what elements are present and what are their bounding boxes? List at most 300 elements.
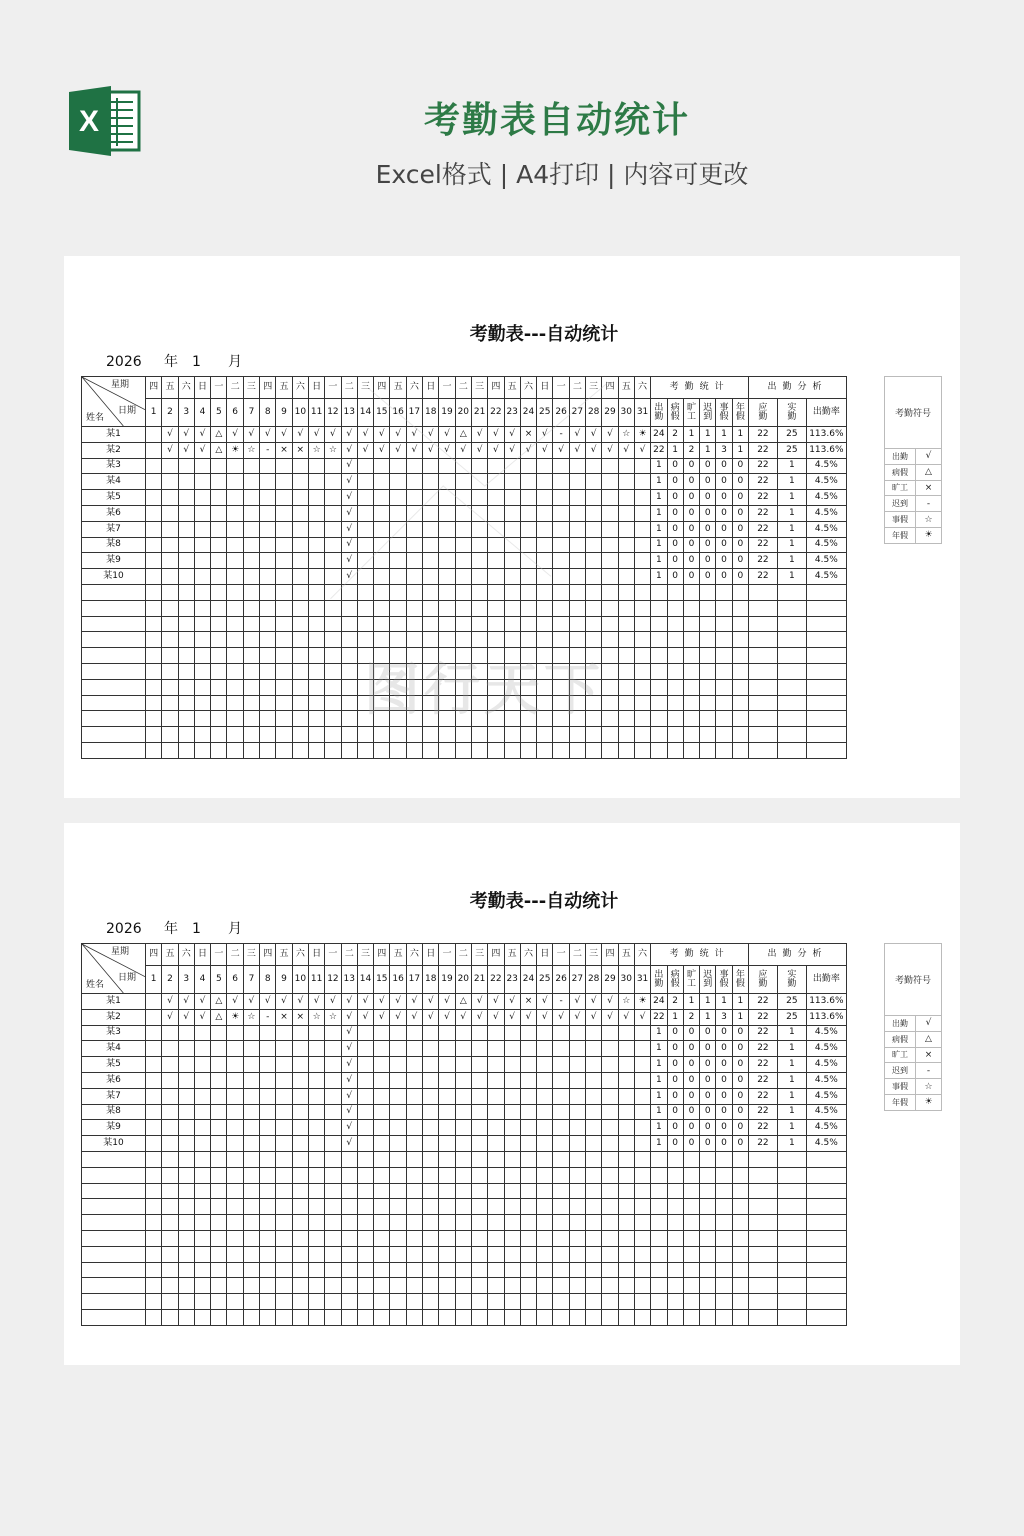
attendance-cell[interactable] — [308, 1057, 324, 1073]
empty-cell[interactable] — [341, 1278, 357, 1294]
empty-cell[interactable] — [716, 695, 732, 711]
empty-cell[interactable] — [471, 711, 487, 727]
empty-cell[interactable] — [162, 742, 178, 758]
empty-cell[interactable] — [276, 648, 292, 664]
attendance-cell[interactable] — [618, 1088, 634, 1104]
empty-cell[interactable] — [423, 600, 439, 616]
empty-cell[interactable] — [178, 1151, 194, 1167]
empty-cell[interactable] — [667, 1230, 683, 1246]
empty-cell[interactable] — [292, 1294, 308, 1310]
empty-cell[interactable] — [520, 600, 536, 616]
empty-cell[interactable] — [357, 648, 373, 664]
attendance-cell[interactable]: √ — [243, 994, 259, 1010]
attendance-cell[interactable] — [504, 1072, 520, 1088]
attendance-cell[interactable] — [374, 537, 390, 553]
attendance-cell[interactable] — [260, 1057, 276, 1073]
empty-cell[interactable] — [260, 695, 276, 711]
attendance-cell[interactable] — [586, 1120, 602, 1136]
empty-cell[interactable] — [194, 711, 210, 727]
empty-cell[interactable] — [586, 1294, 602, 1310]
empty-cell[interactable] — [471, 1246, 487, 1262]
empty-cell[interactable] — [634, 632, 650, 648]
attendance-cell[interactable] — [374, 1104, 390, 1120]
attendance-cell[interactable] — [357, 1120, 373, 1136]
attendance-cell[interactable] — [178, 458, 194, 474]
empty-cell[interactable] — [439, 663, 455, 679]
empty-cell[interactable] — [520, 679, 536, 695]
empty-cell[interactable] — [806, 679, 846, 695]
attendance-cell[interactable] — [455, 569, 471, 585]
attendance-cell[interactable] — [292, 1120, 308, 1136]
empty-cell[interactable] — [455, 1230, 471, 1246]
attendance-cell[interactable] — [586, 1136, 602, 1152]
attendance-cell[interactable]: √ — [292, 994, 308, 1010]
attendance-cell[interactable]: √ — [406, 994, 422, 1010]
attendance-cell[interactable] — [520, 1120, 536, 1136]
empty-cell[interactable] — [683, 1151, 699, 1167]
empty-cell[interactable] — [748, 1167, 777, 1183]
empty-cell[interactable] — [504, 1183, 520, 1199]
empty-cell[interactable] — [178, 1309, 194, 1325]
empty-cell[interactable] — [455, 727, 471, 743]
empty-cell[interactable] — [374, 695, 390, 711]
attendance-cell[interactable]: √ — [471, 442, 487, 458]
attendance-cell[interactable]: √ — [374, 1009, 390, 1025]
empty-cell[interactable] — [806, 695, 846, 711]
attendance-cell[interactable]: √ — [439, 427, 455, 443]
empty-cell[interactable] — [520, 584, 536, 600]
attendance-cell[interactable] — [471, 569, 487, 585]
empty-cell[interactable] — [178, 679, 194, 695]
attendance-cell[interactable] — [618, 1025, 634, 1041]
attendance-cell[interactable] — [537, 1041, 553, 1057]
empty-cell[interactable] — [634, 679, 650, 695]
attendance-cell[interactable] — [260, 521, 276, 537]
empty-cell[interactable] — [520, 1294, 536, 1310]
attendance-cell[interactable] — [406, 1088, 422, 1104]
attendance-cell[interactable] — [211, 537, 227, 553]
empty-cell[interactable] — [374, 742, 390, 758]
attendance-cell[interactable]: √ — [537, 1009, 553, 1025]
empty-cell[interactable] — [325, 1151, 341, 1167]
empty-cell[interactable] — [194, 679, 210, 695]
empty-cell[interactable] — [553, 1309, 569, 1325]
attendance-cell[interactable] — [374, 505, 390, 521]
empty-cell[interactable] — [748, 679, 777, 695]
empty-cell[interactable] — [504, 1278, 520, 1294]
empty-cell[interactable] — [178, 1230, 194, 1246]
empty-cell[interactable] — [777, 1215, 806, 1231]
attendance-cell[interactable] — [178, 1104, 194, 1120]
empty-cell[interactable] — [586, 1215, 602, 1231]
attendance-cell[interactable] — [520, 569, 536, 585]
empty-cell[interactable] — [537, 1262, 553, 1278]
attendance-cell[interactable] — [390, 537, 406, 553]
empty-cell[interactable] — [406, 742, 422, 758]
attendance-cell[interactable] — [488, 521, 504, 537]
empty-cell[interactable] — [406, 727, 422, 743]
empty-cell[interactable] — [634, 616, 650, 632]
empty-cell[interactable] — [308, 1199, 324, 1215]
empty-cell[interactable] — [243, 616, 259, 632]
empty-cell[interactable] — [553, 695, 569, 711]
empty-cell[interactable] — [569, 1294, 585, 1310]
attendance-cell[interactable] — [406, 490, 422, 506]
attendance-cell[interactable] — [194, 1025, 210, 1041]
empty-cell[interactable] — [455, 584, 471, 600]
attendance-cell[interactable] — [292, 458, 308, 474]
empty-cell[interactable] — [683, 600, 699, 616]
empty-cell[interactable] — [82, 711, 146, 727]
attendance-cell[interactable] — [276, 474, 292, 490]
empty-cell[interactable] — [439, 1246, 455, 1262]
attendance-cell[interactable] — [618, 521, 634, 537]
attendance-cell[interactable] — [325, 1041, 341, 1057]
attendance-cell[interactable] — [634, 505, 650, 521]
empty-cell[interactable] — [260, 742, 276, 758]
attendance-cell[interactable] — [325, 458, 341, 474]
attendance-cell[interactable] — [374, 1057, 390, 1073]
attendance-cell[interactable]: × — [292, 1009, 308, 1025]
empty-cell[interactable] — [569, 1230, 585, 1246]
attendance-cell[interactable] — [553, 537, 569, 553]
empty-cell[interactable] — [439, 616, 455, 632]
empty-cell[interactable] — [423, 616, 439, 632]
attendance-cell[interactable] — [178, 1041, 194, 1057]
empty-cell[interactable] — [777, 600, 806, 616]
attendance-cell[interactable] — [292, 1088, 308, 1104]
empty-cell[interactable] — [700, 711, 716, 727]
empty-cell[interactable] — [341, 1215, 357, 1231]
attendance-cell[interactable] — [455, 1025, 471, 1041]
empty-cell[interactable] — [325, 1246, 341, 1262]
empty-cell[interactable] — [504, 1262, 520, 1278]
attendance-cell[interactable]: √ — [488, 994, 504, 1010]
empty-cell[interactable] — [748, 1278, 777, 1294]
empty-cell[interactable] — [700, 1262, 716, 1278]
attendance-cell[interactable] — [308, 1041, 324, 1057]
empty-cell[interactable] — [777, 584, 806, 600]
attendance-cell[interactable] — [602, 1104, 618, 1120]
empty-cell[interactable] — [520, 1215, 536, 1231]
empty-cell[interactable] — [292, 727, 308, 743]
empty-cell[interactable] — [602, 600, 618, 616]
attendance-cell[interactable] — [178, 1025, 194, 1041]
empty-cell[interactable] — [537, 679, 553, 695]
attendance-cell[interactable] — [553, 553, 569, 569]
empty-cell[interactable] — [406, 1167, 422, 1183]
empty-cell[interactable] — [732, 695, 748, 711]
attendance-cell[interactable] — [634, 1072, 650, 1088]
empty-cell[interactable] — [586, 600, 602, 616]
empty-cell[interactable] — [748, 727, 777, 743]
attendance-cell[interactable] — [537, 1088, 553, 1104]
empty-cell[interactable] — [618, 632, 634, 648]
empty-cell[interactable] — [634, 1262, 650, 1278]
empty-cell[interactable] — [455, 632, 471, 648]
empty-cell[interactable] — [471, 1278, 487, 1294]
empty-cell[interactable] — [537, 600, 553, 616]
attendance-cell[interactable] — [504, 537, 520, 553]
empty-cell[interactable] — [806, 1215, 846, 1231]
attendance-cell[interactable] — [194, 1057, 210, 1073]
empty-cell[interactable] — [488, 1246, 504, 1262]
empty-cell[interactable] — [651, 742, 667, 758]
attendance-cell[interactable] — [162, 537, 178, 553]
empty-cell[interactable] — [651, 600, 667, 616]
attendance-cell[interactable]: √ — [260, 427, 276, 443]
empty-cell[interactable] — [194, 1215, 210, 1231]
empty-cell[interactable] — [390, 695, 406, 711]
empty-cell[interactable] — [374, 727, 390, 743]
attendance-cell[interactable] — [423, 553, 439, 569]
empty-cell[interactable] — [390, 1262, 406, 1278]
empty-cell[interactable] — [667, 1294, 683, 1310]
empty-cell[interactable] — [308, 1167, 324, 1183]
empty-cell[interactable] — [586, 1262, 602, 1278]
empty-cell[interactable] — [520, 1151, 536, 1167]
empty-cell[interactable] — [390, 1246, 406, 1262]
attendance-cell[interactable] — [439, 1104, 455, 1120]
empty-cell[interactable] — [325, 742, 341, 758]
empty-cell[interactable] — [471, 679, 487, 695]
empty-cell[interactable] — [357, 632, 373, 648]
empty-cell[interactable] — [700, 1199, 716, 1215]
empty-cell[interactable] — [260, 1294, 276, 1310]
empty-cell[interactable] — [700, 679, 716, 695]
attendance-cell[interactable] — [504, 1057, 520, 1073]
empty-cell[interactable] — [651, 632, 667, 648]
empty-cell[interactable] — [178, 663, 194, 679]
attendance-cell[interactable] — [227, 553, 243, 569]
empty-cell[interactable] — [390, 632, 406, 648]
attendance-cell[interactable] — [406, 474, 422, 490]
empty-cell[interactable] — [471, 1151, 487, 1167]
empty-cell[interactable] — [227, 584, 243, 600]
empty-cell[interactable] — [777, 711, 806, 727]
empty-cell[interactable] — [406, 1199, 422, 1215]
attendance-cell[interactable] — [569, 505, 585, 521]
empty-cell[interactable] — [455, 1309, 471, 1325]
empty-cell[interactable] — [178, 711, 194, 727]
empty-cell[interactable] — [455, 1167, 471, 1183]
empty-cell[interactable] — [586, 632, 602, 648]
empty-cell[interactable] — [439, 1167, 455, 1183]
attendance-cell[interactable] — [325, 1120, 341, 1136]
attendance-cell[interactable] — [439, 1072, 455, 1088]
empty-cell[interactable] — [806, 1246, 846, 1262]
empty-cell[interactable] — [276, 1167, 292, 1183]
empty-cell[interactable] — [390, 1199, 406, 1215]
empty-cell[interactable] — [553, 632, 569, 648]
empty-cell[interactable] — [162, 1246, 178, 1262]
empty-cell[interactable] — [488, 679, 504, 695]
empty-cell[interactable] — [308, 1278, 324, 1294]
attendance-cell[interactable]: × — [292, 442, 308, 458]
empty-cell[interactable] — [82, 742, 146, 758]
empty-cell[interactable] — [178, 648, 194, 664]
empty-cell[interactable] — [406, 1230, 422, 1246]
attendance-cell[interactable] — [618, 474, 634, 490]
attendance-cell[interactable]: √ — [341, 1120, 357, 1136]
empty-cell[interactable] — [471, 1309, 487, 1325]
attendance-cell[interactable] — [243, 521, 259, 537]
attendance-cell[interactable] — [569, 458, 585, 474]
empty-cell[interactable] — [308, 742, 324, 758]
empty-cell[interactable] — [537, 1215, 553, 1231]
empty-cell[interactable] — [806, 1167, 846, 1183]
empty-cell[interactable] — [162, 1294, 178, 1310]
empty-cell[interactable] — [700, 1246, 716, 1262]
attendance-cell[interactable]: √ — [390, 442, 406, 458]
attendance-cell[interactable] — [537, 1072, 553, 1088]
attendance-cell[interactable] — [162, 1136, 178, 1152]
empty-cell[interactable] — [194, 1230, 210, 1246]
empty-cell[interactable] — [211, 1278, 227, 1294]
attendance-cell[interactable] — [390, 1072, 406, 1088]
attendance-cell[interactable]: × — [276, 1009, 292, 1025]
empty-cell[interactable] — [520, 1278, 536, 1294]
empty-cell[interactable] — [146, 616, 162, 632]
attendance-cell[interactable] — [520, 537, 536, 553]
empty-cell[interactable] — [700, 1167, 716, 1183]
empty-cell[interactable] — [211, 1294, 227, 1310]
attendance-cell[interactable] — [634, 490, 650, 506]
empty-cell[interactable] — [194, 1199, 210, 1215]
empty-cell[interactable] — [162, 1278, 178, 1294]
empty-cell[interactable] — [390, 1183, 406, 1199]
attendance-cell[interactable] — [357, 458, 373, 474]
empty-cell[interactable] — [308, 584, 324, 600]
attendance-cell[interactable]: √ — [276, 427, 292, 443]
attendance-cell[interactable] — [211, 1136, 227, 1152]
empty-cell[interactable] — [194, 648, 210, 664]
attendance-cell[interactable] — [634, 1041, 650, 1057]
attendance-cell[interactable] — [194, 1072, 210, 1088]
empty-cell[interactable] — [211, 1215, 227, 1231]
empty-cell[interactable] — [667, 695, 683, 711]
empty-cell[interactable] — [455, 679, 471, 695]
empty-cell[interactable] — [211, 632, 227, 648]
empty-cell[interactable] — [211, 1230, 227, 1246]
empty-cell[interactable] — [227, 1183, 243, 1199]
attendance-cell[interactable] — [488, 490, 504, 506]
empty-cell[interactable] — [439, 1151, 455, 1167]
attendance-cell[interactable] — [308, 553, 324, 569]
empty-cell[interactable] — [520, 1167, 536, 1183]
empty-cell[interactable] — [586, 695, 602, 711]
attendance-cell[interactable]: √ — [537, 442, 553, 458]
empty-cell[interactable] — [471, 632, 487, 648]
empty-cell[interactable] — [162, 616, 178, 632]
empty-cell[interactable] — [520, 1199, 536, 1215]
empty-cell[interactable] — [243, 1215, 259, 1231]
empty-cell[interactable] — [806, 1309, 846, 1325]
empty-cell[interactable] — [651, 727, 667, 743]
empty-cell[interactable] — [553, 616, 569, 632]
attendance-cell[interactable] — [602, 1025, 618, 1041]
empty-cell[interactable] — [439, 742, 455, 758]
attendance-cell[interactable] — [211, 553, 227, 569]
empty-cell[interactable] — [471, 1183, 487, 1199]
attendance-cell[interactable] — [260, 569, 276, 585]
empty-cell[interactable] — [82, 1246, 146, 1262]
empty-cell[interactable] — [520, 695, 536, 711]
empty-cell[interactable] — [777, 1309, 806, 1325]
attendance-cell[interactable] — [194, 1120, 210, 1136]
attendance-cell[interactable] — [243, 1072, 259, 1088]
empty-cell[interactable] — [260, 1215, 276, 1231]
empty-cell[interactable] — [260, 711, 276, 727]
attendance-cell[interactable] — [455, 1104, 471, 1120]
attendance-cell[interactable]: ☆ — [618, 994, 634, 1010]
empty-cell[interactable] — [700, 695, 716, 711]
attendance-cell[interactable] — [471, 1072, 487, 1088]
empty-cell[interactable] — [406, 1246, 422, 1262]
empty-cell[interactable] — [488, 1278, 504, 1294]
empty-cell[interactable] — [569, 1278, 585, 1294]
attendance-cell[interactable] — [374, 490, 390, 506]
empty-cell[interactable] — [194, 600, 210, 616]
empty-cell[interactable] — [341, 584, 357, 600]
empty-cell[interactable] — [325, 632, 341, 648]
empty-cell[interactable] — [390, 600, 406, 616]
empty-cell[interactable] — [194, 632, 210, 648]
attendance-cell[interactable] — [553, 490, 569, 506]
empty-cell[interactable] — [732, 1294, 748, 1310]
empty-cell[interactable] — [520, 1246, 536, 1262]
empty-cell[interactable] — [700, 1294, 716, 1310]
attendance-cell[interactable] — [553, 505, 569, 521]
attendance-cell[interactable]: √ — [586, 994, 602, 1010]
empty-cell[interactable] — [471, 1215, 487, 1231]
empty-cell[interactable] — [439, 1183, 455, 1199]
empty-cell[interactable] — [162, 1215, 178, 1231]
empty-cell[interactable] — [357, 695, 373, 711]
empty-cell[interactable] — [276, 1294, 292, 1310]
empty-cell[interactable] — [569, 1151, 585, 1167]
attendance-cell[interactable] — [618, 1041, 634, 1057]
empty-cell[interactable] — [357, 1167, 373, 1183]
attendance-cell[interactable]: √ — [178, 442, 194, 458]
empty-cell[interactable] — [777, 648, 806, 664]
empty-cell[interactable] — [748, 616, 777, 632]
empty-cell[interactable] — [683, 742, 699, 758]
attendance-cell[interactable] — [586, 1072, 602, 1088]
empty-cell[interactable] — [569, 663, 585, 679]
empty-cell[interactable] — [455, 1278, 471, 1294]
empty-cell[interactable] — [537, 1246, 553, 1262]
attendance-cell[interactable]: √ — [537, 994, 553, 1010]
attendance-cell[interactable] — [162, 1025, 178, 1041]
empty-cell[interactable] — [162, 663, 178, 679]
empty-cell[interactable] — [504, 695, 520, 711]
attendance-cell[interactable] — [194, 1088, 210, 1104]
attendance-cell[interactable] — [243, 474, 259, 490]
empty-cell[interactable] — [390, 679, 406, 695]
empty-cell[interactable] — [602, 648, 618, 664]
attendance-cell[interactable] — [374, 474, 390, 490]
empty-cell[interactable] — [423, 1262, 439, 1278]
empty-cell[interactable] — [423, 584, 439, 600]
attendance-cell[interactable] — [586, 1025, 602, 1041]
attendance-cell[interactable] — [569, 490, 585, 506]
empty-cell[interactable] — [569, 1309, 585, 1325]
attendance-cell[interactable]: △ — [455, 427, 471, 443]
empty-cell[interactable] — [211, 1151, 227, 1167]
attendance-cell[interactable] — [227, 1057, 243, 1073]
empty-cell[interactable] — [162, 1309, 178, 1325]
